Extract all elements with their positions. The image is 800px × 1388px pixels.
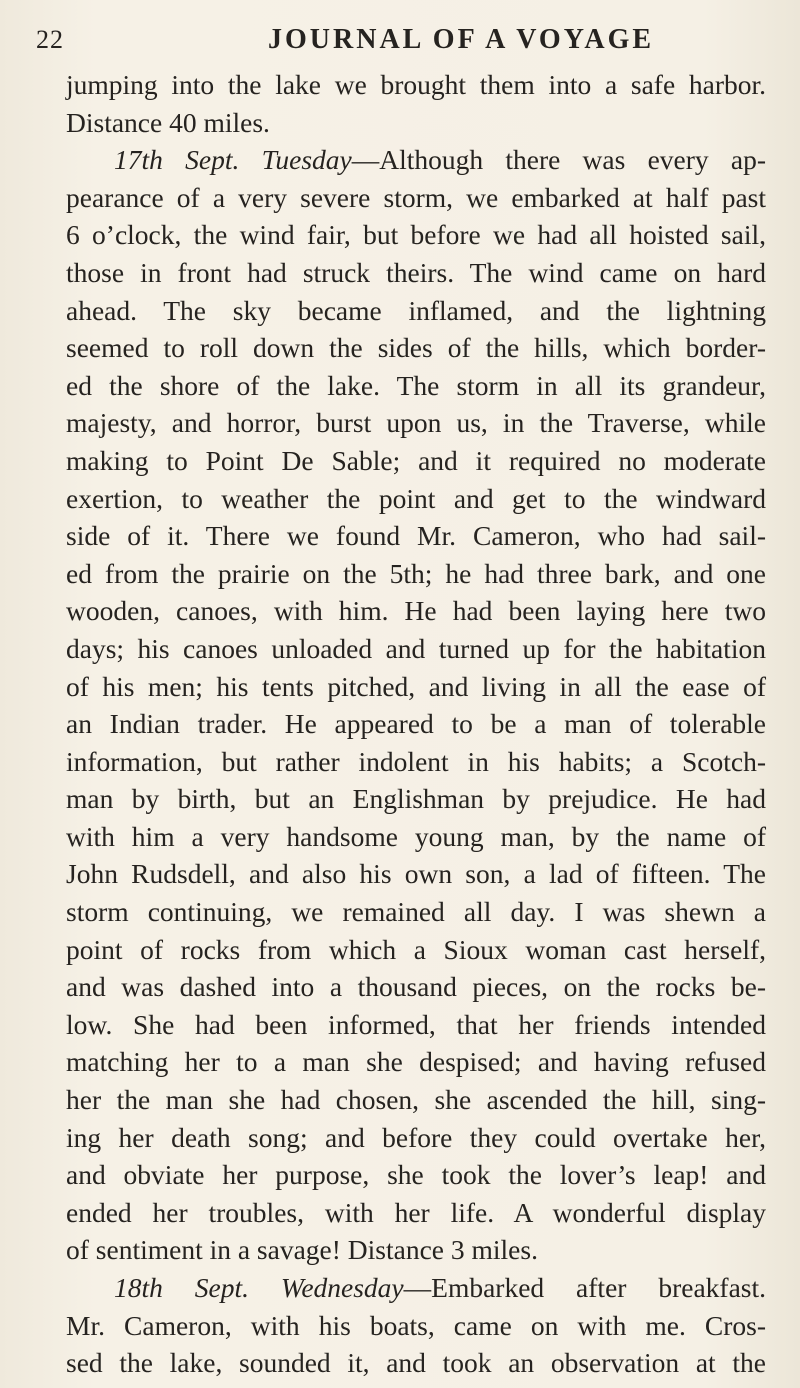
text-line: with him a very handsome young man, by the name of xyxy=(66,820,766,852)
text-line: her the man she had chosen, she ascended the hill, sing- xyxy=(66,1084,766,1116)
text-line: Distance 40 miles. xyxy=(66,106,270,138)
entry-date: 17th Sept. Tuesday xyxy=(114,144,352,176)
text-line: Mr. Cameron, with his boats, came on with me. Cros- xyxy=(66,1309,766,1341)
text-line: and was dashed into a thousand pieces, on the rocks be- xyxy=(66,971,766,1003)
text-line: side of it. There we found Mr. Cameron, who had sail- xyxy=(66,520,766,552)
text-line: ended her troubles, with her life. A wonderful display xyxy=(66,1196,766,1228)
text-line: jumping into the lake we brought them into a safe harbor. xyxy=(66,69,766,100)
text-line: John Rudsdell, and also his own son, a lad of fifteen. The xyxy=(66,858,766,890)
entry-date: 18th Sept. Wednesday xyxy=(114,1272,404,1303)
text-line: majesty, and horror, burst upon us, in the Traverse, while xyxy=(66,407,766,439)
text-line: 6 o’clock, the wind fair, but before we had all hoisted sail, xyxy=(66,219,766,251)
text-line: matching her to a man she despised; and having refused xyxy=(66,1046,766,1078)
text-line: point of rocks from which a Sioux woman cast herself, xyxy=(66,933,766,965)
text-line: man by birth, but an Englishman by prejudice. He had xyxy=(66,783,766,815)
text-line: wooden, canoes, with him. He had been laying here two xyxy=(66,595,766,627)
text-line: ahead. The sky became inflamed, and the lightning xyxy=(66,294,766,326)
text-line: low. She had been informed, that her friends intended xyxy=(66,1008,766,1040)
text-line: exertion, to weather the point and get to the windward xyxy=(66,482,766,514)
entry-17-sept: 17th Sept. Tuesday—Although there was every ap- xyxy=(114,144,766,176)
text-line: information, but rather indolent in his habits; a Scotch- xyxy=(66,745,766,777)
text-line: sed the lake, sounded it, and took an observation at the xyxy=(66,1347,766,1379)
text-line: an Indian trader. He appeared to be a man of tolerable xyxy=(66,708,766,740)
page-header xyxy=(36,20,760,60)
text-line: days; his canoes unloaded and turned up for the habitation xyxy=(66,632,766,664)
text-line: making to Point De Sable; and it required no moderate xyxy=(66,444,766,476)
text-line: ed from the prairie on the 5th; he had three bark, and one xyxy=(66,557,766,589)
page-number: 22 xyxy=(36,25,64,54)
entry-18-sept: 18th Sept. Wednesday—Embarked after breakfast. xyxy=(114,1272,766,1303)
text-line: of his men; his tents pitched, and living in all the ease of xyxy=(66,670,766,702)
text-line: pearance of a very severe storm, we embarked at half past xyxy=(66,181,766,213)
text-line: seemed to roll down the sides of the hills, which border- xyxy=(66,332,766,364)
text-line: those in front had struck theirs. The wind came on hard xyxy=(66,256,766,288)
text-line: ed the shore of the lake. The storm in all its grandeur, xyxy=(66,369,766,401)
text-line: and obviate her purpose, she took the lover’s leap! and xyxy=(66,1159,766,1191)
running-head: JOURNAL OF A VOYAGE xyxy=(268,24,655,55)
body-text xyxy=(66,66,766,1382)
text-line: ing her death song; and before they could overtake her, xyxy=(66,1121,766,1153)
text-line: of sentiment in a savage! Distance 3 miles. xyxy=(66,1234,538,1266)
text-line: storm continuing, we remained all day. I was shewn a xyxy=(66,896,766,928)
